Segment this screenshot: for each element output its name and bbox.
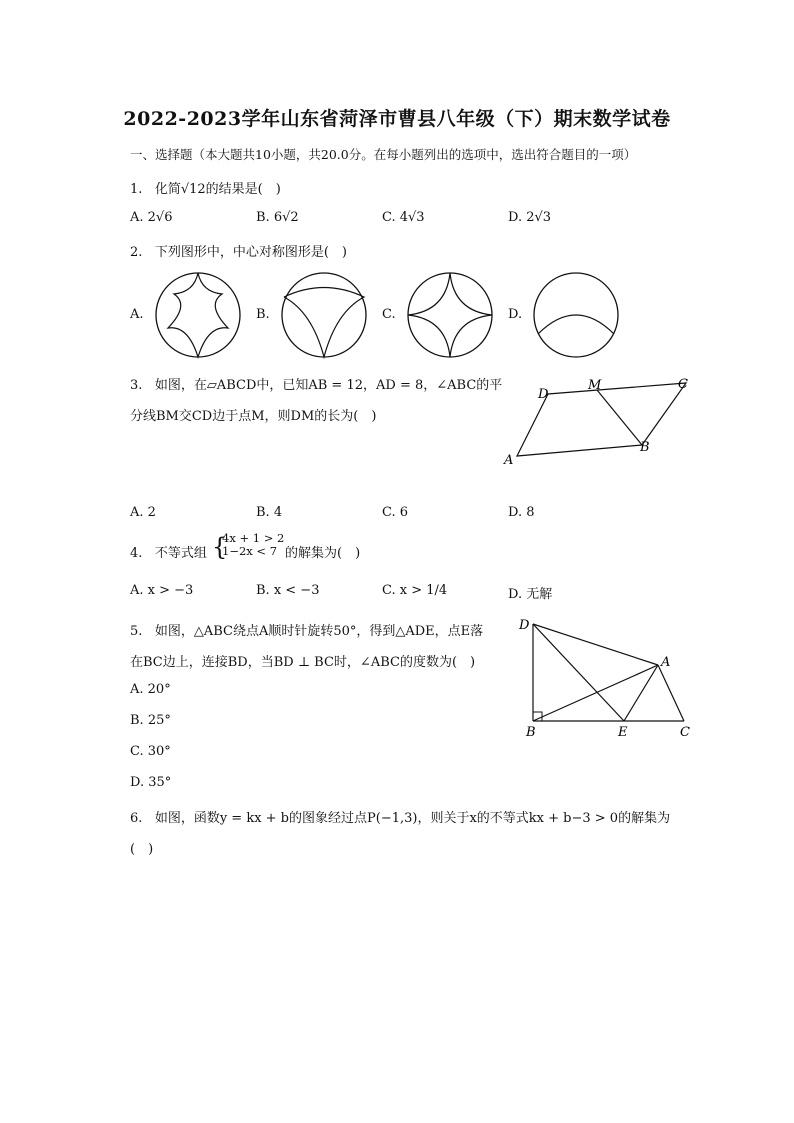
question-text: 下列图形中，中心对称图形是( ) xyxy=(154,245,347,260)
q5-triangle-figure xyxy=(512,612,708,742)
question-text-line1: 如图，△ABC绕点A顺时针旋转50°，得到△ADE，点E落 xyxy=(154,624,484,639)
page-title: 2022-2023学年山东省菏泽市曹县八年级（下）期末数学试卷 xyxy=(123,108,671,130)
question-2 xyxy=(130,241,347,260)
q3-option-b: B. 4 xyxy=(256,505,283,520)
q4-option-a: A. x > −3 xyxy=(130,583,194,598)
q3-option-c: C. 6 xyxy=(382,505,409,520)
question-text-line2: 在BC边上，连接BD，当BD ⊥ BC时，∠ABC的度数为( ) xyxy=(130,655,476,670)
question-text-line1: 如图，函数y = kx + b的图象经过点P(−1,3)，则关于x的不等式kx + b−3 > 0的解集为 xyxy=(154,811,671,826)
inequality-line-1: 4x + 1 > 2 xyxy=(222,531,285,545)
question-text-line2: 分线BM交CD边于点M，则DM的长为( ) xyxy=(130,409,377,424)
q5-option-d: D. 35° xyxy=(130,775,172,790)
question-number: 4. xyxy=(130,546,143,561)
q1-option-a: A. 2√6 xyxy=(130,210,173,225)
question-number: 6. xyxy=(130,811,143,826)
question-text-line2: ( ) xyxy=(130,842,154,857)
q2-figure-d xyxy=(528,270,624,362)
q5-option-c: C. 30° xyxy=(130,744,171,759)
question-text-pre: 不等式组 xyxy=(154,546,207,561)
question-number: 2. xyxy=(130,245,143,260)
label-a: A xyxy=(661,655,671,670)
brace-symbol: { xyxy=(212,533,228,561)
question-number: 3. xyxy=(130,378,143,393)
q1-option-b: B. 6√2 xyxy=(256,210,299,225)
label-m: M xyxy=(588,378,602,393)
label-c: C xyxy=(678,377,688,392)
question-1 xyxy=(130,178,281,197)
q2-option-d: D. xyxy=(508,307,523,322)
label-b: B xyxy=(640,440,650,455)
q1-option-d: D. 2√3 xyxy=(508,210,552,225)
q5-option-a: A. 20° xyxy=(130,682,171,697)
q4-option-b: B. x < −3 xyxy=(256,583,320,598)
label-c: C xyxy=(680,725,690,740)
q3-parallelogram-figure xyxy=(500,372,700,467)
question-3 xyxy=(130,374,502,393)
q2-figure-a xyxy=(150,270,246,362)
question-5 xyxy=(130,620,483,639)
label-d: D xyxy=(538,387,549,402)
question-text: 化简√12的结果是( ) xyxy=(154,182,281,197)
q1-option-c: C. 4√3 xyxy=(382,210,425,225)
question-number: 1. xyxy=(130,182,143,197)
inequality-system xyxy=(222,532,284,558)
label-b: B xyxy=(526,725,536,740)
label-e: E xyxy=(618,725,628,740)
question-text-post: 的解集为( ) xyxy=(285,546,361,561)
question-6 xyxy=(130,807,670,826)
q4-option-d: D. 无解 xyxy=(508,587,553,602)
q4-option-c: C. x > 1/4 xyxy=(382,583,448,598)
label-d: D xyxy=(519,618,530,633)
q2-option-a: A. xyxy=(130,307,144,322)
question-text-line1: 如图，在▱ABCD中，已知AB = 12，AD = 8，∠ABC的平 xyxy=(154,378,503,393)
q3-option-d: D. 8 xyxy=(508,505,535,520)
q2-figure-b xyxy=(276,270,372,362)
q2-option-c: C. xyxy=(382,307,396,322)
label-a: A xyxy=(504,453,514,467)
q2-figure-c xyxy=(402,270,498,362)
question-number: 5. xyxy=(130,624,143,639)
q3-option-a: A. 2 xyxy=(130,505,156,520)
inequality-line-2: 1−2x < 7 xyxy=(222,544,278,558)
q5-option-b: B. 25° xyxy=(130,713,171,728)
q2-option-b: B. xyxy=(256,307,270,322)
section-heading: 一、选择题（本大题共10小题，共20.0分。在每小题列出的选项中，选出符合题目的一项） xyxy=(130,147,637,162)
question-4 xyxy=(130,542,207,561)
